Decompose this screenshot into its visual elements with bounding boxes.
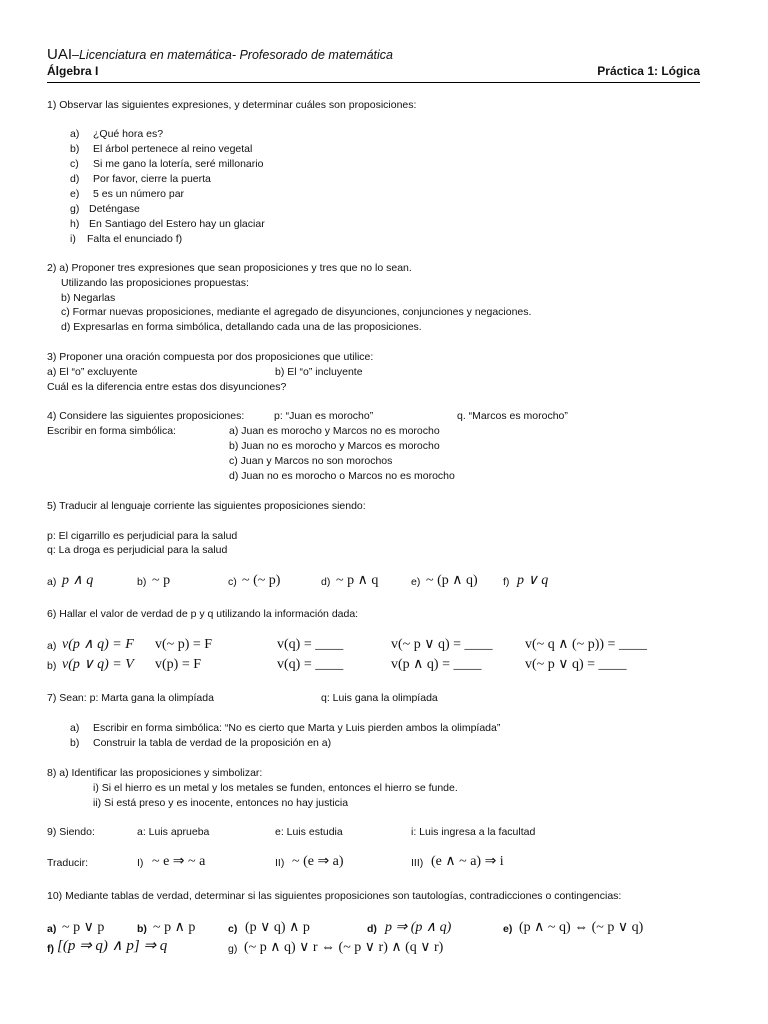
list-item [70, 142, 79, 156]
cell: v(~ p ∨ q) = ____ [391, 637, 493, 652]
expr: p ∨ q [517, 573, 549, 588]
list-item [70, 187, 79, 201]
q3-title: 3) Proponer una oración compuesta por dos proposiciones que utilice: [47, 351, 374, 363]
q7-item-b: Construir la tabla de verdad de la proposición en a) [93, 737, 332, 749]
q2-line-c: c) Formar nuevas proposiciones, mediante el agregado de disyunciones, conjunciones y negaciones. [61, 306, 532, 318]
q4-prop-p: p: “Juan es morocho” [274, 410, 374, 422]
expr: (p ∨ q) ∧ p [245, 920, 310, 935]
cell: v(p ∧ q) = F [62, 637, 134, 652]
list-item [70, 172, 79, 186]
list-item-text: Falta el enunciado f) [87, 233, 183, 245]
expr-marker: d) [367, 923, 377, 935]
expr-marker: b) [137, 923, 147, 935]
q4-item-b: b) Juan no es morocho y Marcos es morocho [229, 440, 440, 452]
expr-marker: a) [47, 576, 57, 588]
expr-marker: e) [503, 923, 513, 935]
expr: ~ (~ p) [242, 573, 281, 588]
expr-marker: b) [137, 576, 147, 588]
expr: ~ p ∧ p [153, 920, 196, 935]
list-item-text: ¿Qué hora es? [93, 128, 164, 140]
brand: UAI [47, 46, 73, 63]
list-item-text: El árbol pertenece al reino vegetal [93, 143, 253, 155]
expr: p ∧ q [62, 573, 94, 588]
q5-def-q: q: La droga es perjudicial para la salud [47, 544, 228, 556]
expr-marker: f) [503, 576, 510, 588]
item-marker: I) [137, 857, 144, 869]
expr: (~ p ∧ q) ∨ r ⇔ (~ p ∨ r) ∧ (q ∨ r) [244, 940, 444, 955]
item-marker: i) [70, 233, 76, 245]
q9-siendo: 9) Siendo: [47, 826, 95, 838]
q4-item-c: c) Juan y Marcos no son morochos [229, 455, 393, 467]
q8-item-i: i) Si el hierro es un metal y los metales se funden, entonces el hierro se funde. [93, 782, 458, 794]
row-marker: b) [47, 660, 57, 672]
expr-marker: d) [321, 576, 331, 588]
q6-title: 6) Hallar el valor de verdad de p y q utilizando la información dada: [47, 608, 359, 620]
cell: v(~ p) = F [155, 637, 213, 652]
header-rule [47, 82, 700, 83]
expr: [(p ⇒ q) ∧ p] ⇒ q [57, 938, 168, 954]
row-marker: a) [47, 640, 57, 652]
list-item [70, 157, 79, 171]
expr-marker: c) [228, 576, 237, 588]
cell: v(~ q ∧ (~ p)) = ____ [525, 637, 647, 652]
q7-q: q: Luis gana la olimpíada [321, 692, 438, 704]
cell: v(p ∨ q) = V [62, 657, 134, 672]
cell: v(p ∧ q) = ____ [391, 657, 482, 672]
q8-item-ii: ii) Si está preso y es inocente, entonces no hay justicia [93, 797, 349, 809]
q2-line-a: 2) a) Proponer tres expresiones que sean proposiciones y tres que no lo sean. [47, 262, 412, 274]
cell: v(~ p ∨ q) = ____ [525, 657, 627, 672]
q2-line-d: d) Expresarlas en forma simbólica, detallando cada una de las proposiciones. [61, 321, 422, 333]
q4-prop-q: q. “Marcos es morocho” [457, 410, 568, 422]
program-subtitle: –Licenciatura en matemática- Profesorado de matemática [72, 48, 394, 62]
list-item [70, 127, 79, 141]
item-marker: III) [411, 857, 424, 869]
q3-option-b: b) El “o” incluyente [275, 366, 363, 378]
expr: (p ∧ ~ q) ⇔ (~ p ∨ q) [519, 920, 644, 935]
item-marker: b) [70, 737, 80, 749]
expr-marker: g) [228, 943, 238, 955]
header [47, 46, 393, 64]
expr: (e ∧ ~ a) ⇒ i [431, 854, 504, 869]
course-title: Álgebra I [47, 64, 99, 78]
item-marker: h) [70, 218, 80, 230]
item-marker: a) [70, 722, 80, 734]
q2-line-b: b) Negarlas [61, 292, 116, 304]
q9-def-i: i: Luis ingresa a la facultad [411, 826, 536, 838]
q4-item-d: d) Juan no es morocho o Marcos no es morocho [229, 470, 455, 482]
q3-option-a: a) El “o” excluyente [47, 366, 138, 378]
expr: ~ (p ∧ q) [426, 573, 478, 588]
list-item-text: Si me gano la lotería, seré millonario [93, 158, 264, 170]
list-item-text: Deténgase [89, 203, 140, 215]
list-item-text: 5 es un número par [93, 188, 185, 200]
q3-question: Cuál es la diferencia entre estas dos disyunciones? [47, 381, 287, 393]
expr: ~ p [152, 573, 171, 588]
q4-item-a: a) Juan es morocho y Marcos no es morocho [229, 425, 440, 437]
expr: ~ (e ⇒ a) [292, 854, 344, 869]
q7-sean: 7) Sean: p: Marta gana la olimpíada [47, 692, 214, 704]
q7-item-a: Escribir en forma simbólica: “No es cierto que Marta y Luis pierden ambos la olimpíada” [93, 722, 501, 734]
q9-traducir: Traducir: [47, 857, 89, 869]
list-item [70, 202, 79, 216]
expr-marker: f) [47, 943, 54, 955]
q10-title: 10) Mediante tablas de verdad, determinar si las siguientes proposiciones son tautologías, contradicciones o contingencias: [47, 890, 622, 902]
q2-line-intro: Utilizando las proposiciones propuestas: [61, 277, 249, 289]
item-marker: d) [70, 173, 80, 185]
q5-def-p: p: El cigarrillo es perjudicial para la salud [47, 530, 238, 542]
expr-marker: c) [228, 923, 238, 935]
item-marker: b) [70, 143, 80, 155]
q5-title: 5) Traducir al lenguaje corriente las siguientes proposiciones siendo: [47, 500, 366, 512]
item-marker: II) [275, 857, 285, 869]
q1-title: 1) Observar las siguientes expresiones, y determinar cuáles son proposiciones: [47, 99, 417, 111]
list-item [70, 217, 79, 231]
expr: ~ e ⇒ ~ a [152, 854, 206, 869]
expr: p ⇒ (p ∧ q) [385, 920, 452, 935]
cell: v(q) = ____ [277, 657, 344, 672]
list-item [70, 232, 76, 246]
cell: v(q) = ____ [277, 637, 344, 652]
q4-label: Escribir en forma simbólica: [47, 425, 176, 437]
q9-def-e: e: Luis estudia [275, 826, 343, 838]
item-marker: c) [70, 158, 79, 170]
item-marker: a) [70, 128, 80, 140]
practice-title: Práctica 1: Lógica [597, 64, 700, 78]
q9-def-a: a: Luis aprueba [137, 826, 210, 838]
expr: ~ p ∨ p [62, 920, 105, 935]
q8-title: 8) a) Identificar las proposiciones y simbolizar: [47, 767, 263, 779]
item-marker: g) [70, 203, 80, 215]
list-item-text: En Santiago del Estero hay un glaciar [89, 218, 265, 230]
item-marker: e) [70, 188, 80, 200]
expr: ~ p ∧ q [336, 573, 379, 588]
cell: v(p) = F [155, 657, 202, 672]
expr-marker: e) [411, 576, 421, 588]
expr-marker: a) [47, 923, 57, 935]
q4-intro: 4) Considere las siguientes proposiciones: [47, 410, 245, 422]
list-item-text: Por favor, cierre la puerta [93, 173, 211, 185]
